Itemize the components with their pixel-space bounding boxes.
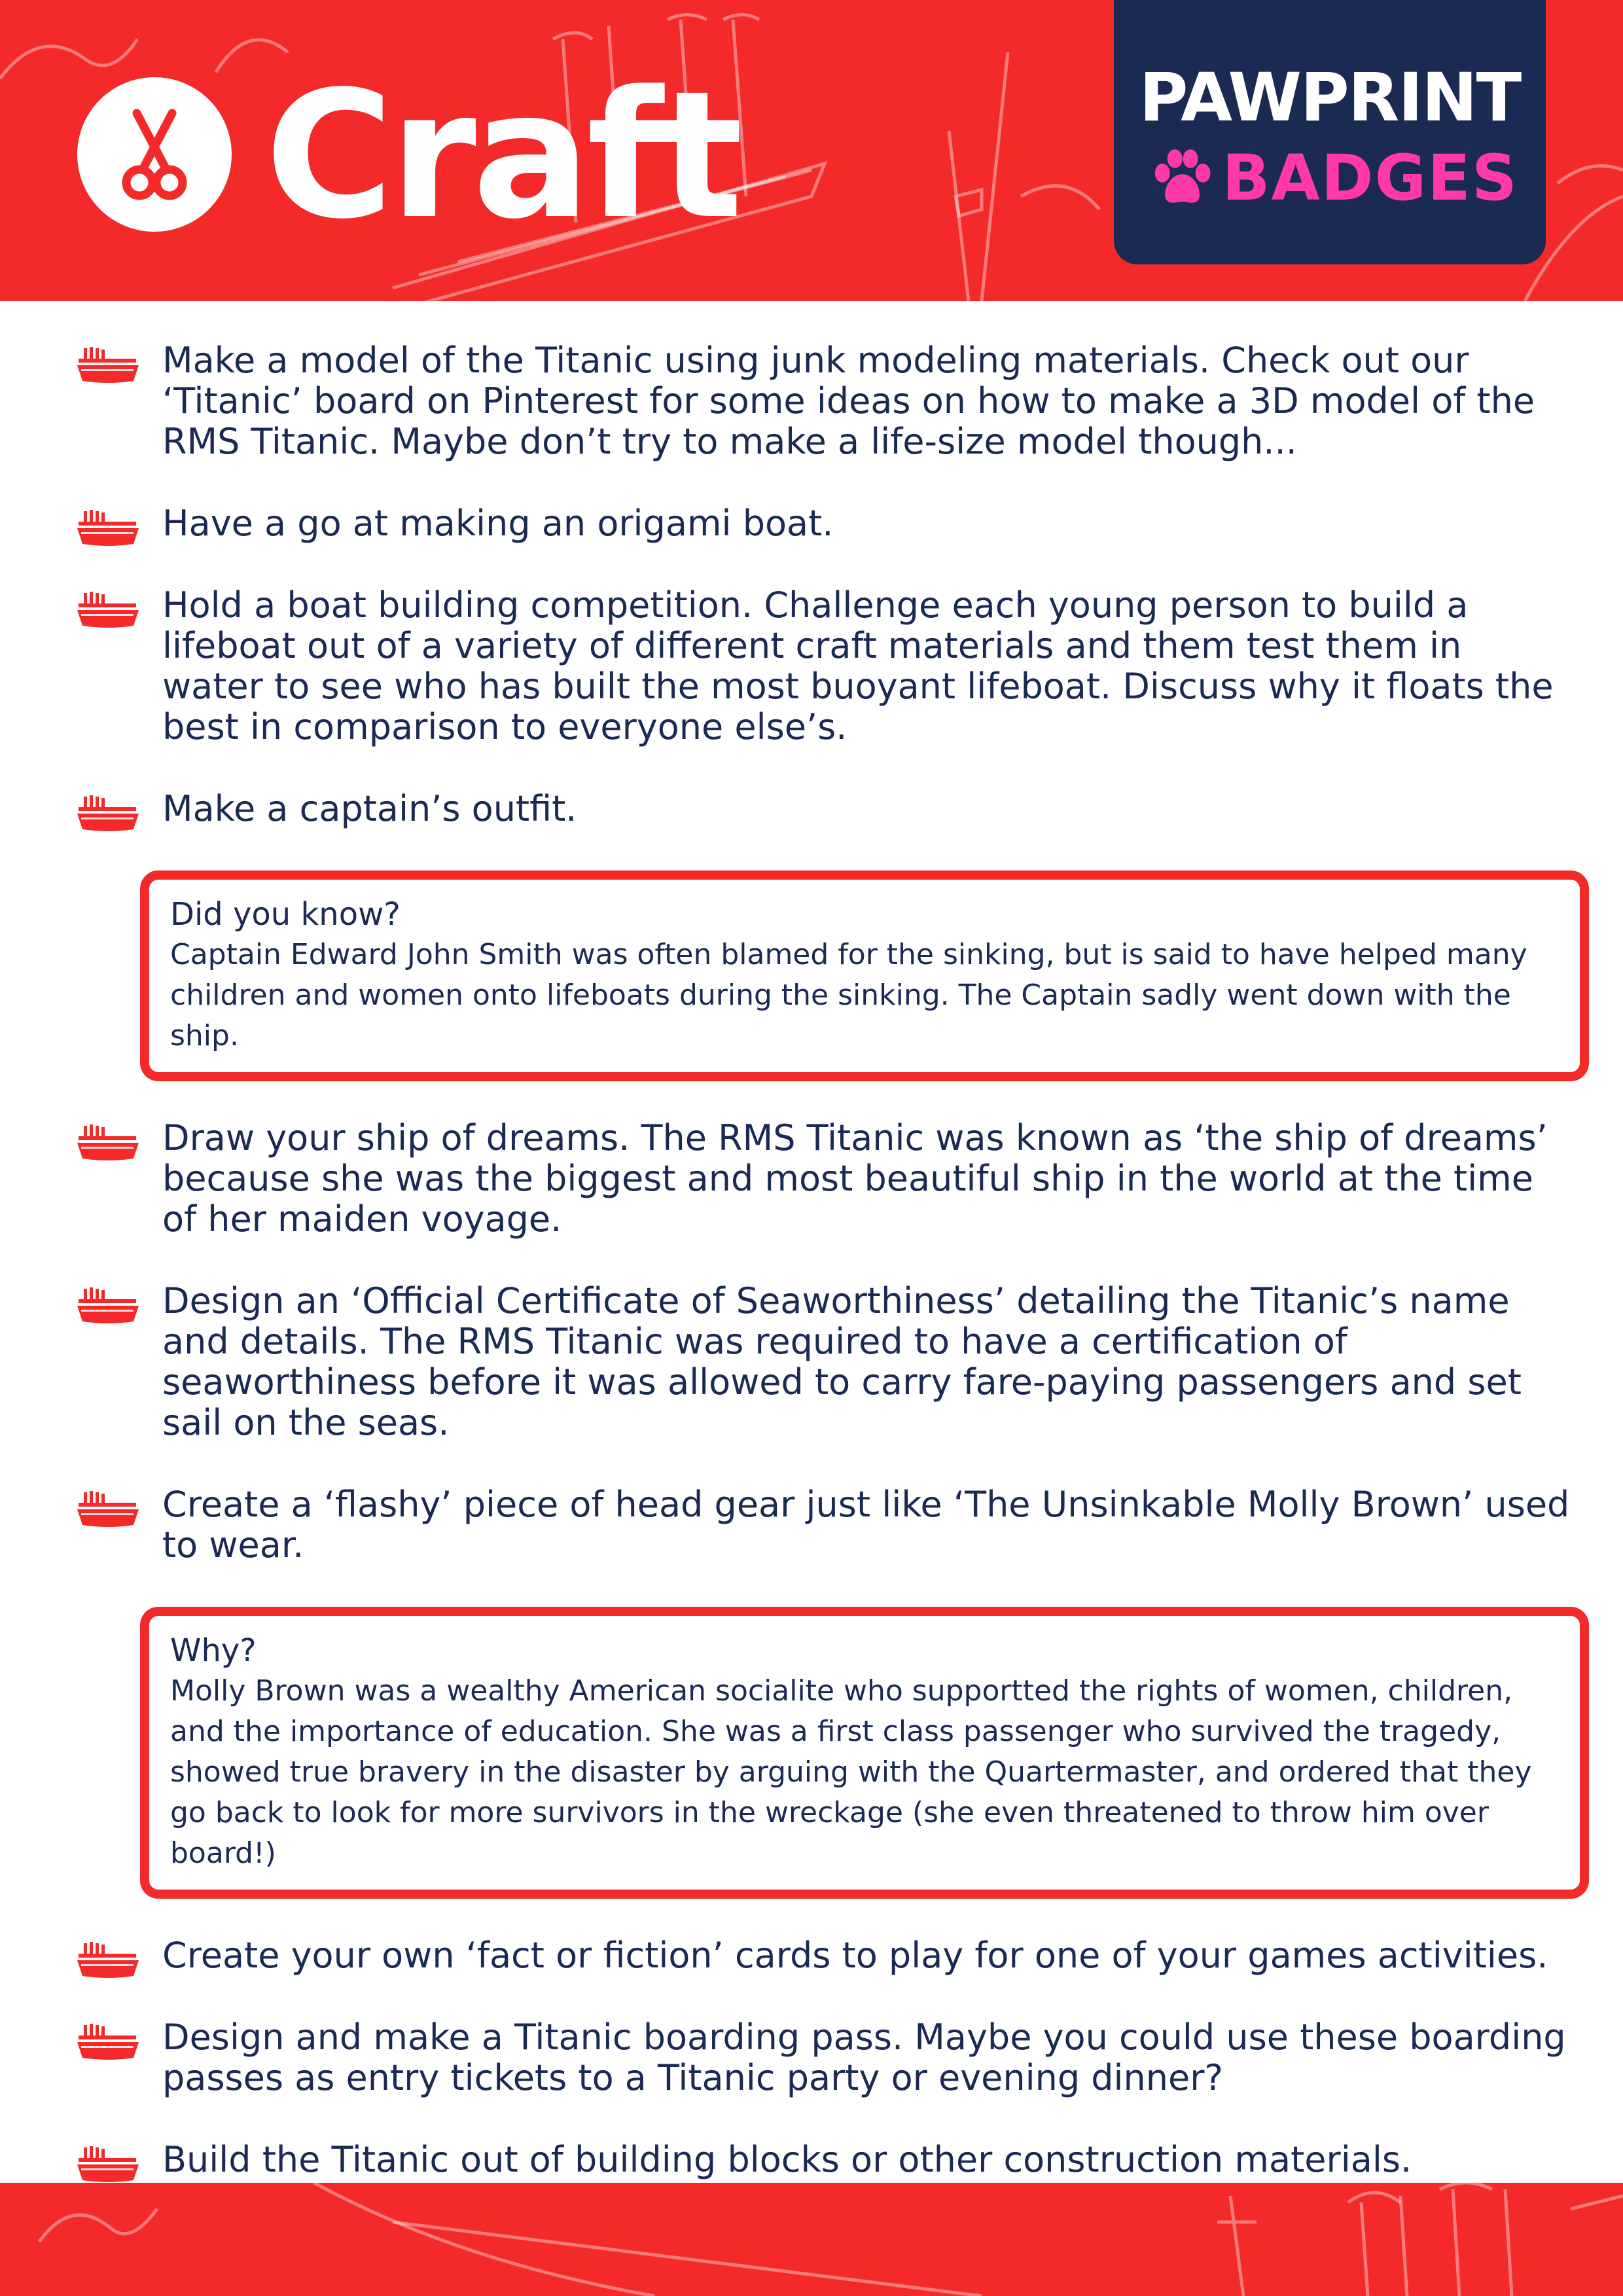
footer-banner — [0, 2183, 1623, 2296]
footer-line-art-decoration — [0, 2183, 1623, 2296]
list-item-text: Hold a boat building competition. Challenge each young person to build a lifeboat out of a variety of different craft materials and them test them in water to see who has built the most buoyant lifeboat. Discuss why it floats the best in comparison to everyone else’s. — [162, 584, 1554, 747]
page-title: Craft — [265, 54, 740, 258]
list-item — [0, 1281, 1623, 1443]
ship-icon — [77, 2145, 139, 2184]
brand-logo — [1114, 0, 1546, 264]
list-item-text: Make a captain’s outfit. — [162, 788, 577, 829]
list-item-text: Create a ‘flashy’ piece of head gear just like ‘The Unsinkable Molly Brown’ used to wear. — [162, 1484, 1570, 1566]
note-body: Molly Brown was a wealthy American socialite who supportted the rights of women, children, and the importance of education. She was a first class passenger who survived the tragedy, showed true bravery in the disaster by arguing with the Quartermaster, and ordered that they go back to look for more survivors in the wreckage (she even threatened to throw him over board!) — [170, 1674, 1532, 1870]
ship-icon — [77, 2022, 139, 2062]
list-item — [0, 1118, 1623, 1240]
list-item-text: Build the Titanic out of building blocks or other construction materials. — [162, 2139, 1412, 2180]
list-item-text: Have a go at making an origami boat. — [162, 503, 834, 544]
did-you-know-box — [140, 870, 1589, 1081]
ship-icon — [77, 1490, 139, 1529]
list-item — [0, 1484, 1623, 1566]
list-item — [0, 1935, 1623, 1976]
note-title: Did you know? — [170, 896, 401, 933]
activity-list — [0, 340, 1623, 2221]
list-item-text: Create your own ‘fact or fiction’ cards to play for one of your games activities. — [162, 1935, 1548, 1976]
brand-name-badges: BADGES — [1222, 141, 1518, 215]
why-box — [140, 1607, 1589, 1899]
brand-name-bottom-row — [1152, 139, 1518, 217]
ship-icon — [77, 509, 139, 548]
scissors-icon — [77, 77, 232, 232]
list-item — [0, 585, 1623, 747]
list-item-text: Draw your ship of dreams. The RMS Titanic was known as ‘the ship of dreams’ because she was the biggest and most beautiful ship in the world at the time of her maiden voyage. — [162, 1117, 1548, 1240]
header-banner — [0, 0, 1623, 301]
list-item — [0, 340, 1623, 462]
list-item — [0, 789, 1623, 829]
note-body: Captain Edward John Smith was often blamed for the sinking, but is said to have helped many children and women onto lifeboats during the sinking. The Captain sadly went down with the ship. — [170, 938, 1527, 1052]
brand-name-top: PAWPRINT — [1139, 59, 1521, 137]
list-item-text: Make a model of the Titanic using junk modeling materials. Check out our ‘Titanic’ board on Pinterest for some ideas on how to make a 3D model of the RMS Titanic. Maybe don’t try to make a life-size model though... — [162, 340, 1535, 462]
ship-icon — [77, 590, 139, 630]
ship-icon — [77, 1286, 139, 1325]
list-item — [0, 503, 1623, 544]
ship-icon — [77, 794, 139, 833]
list-item-text: Design and make a Titanic boarding pass. Maybe you could use these boarding passes as entry tickets to a Titanic party or evening dinner? — [162, 2017, 1566, 2098]
ship-icon — [77, 346, 139, 385]
ship-icon — [77, 1123, 139, 1162]
ship-icon — [77, 1941, 139, 1980]
list-item-text: Design an ‘Official Certificate of Seaworthiness’ detailing the Titanic’s name and details. The RMS Titanic was required to have a certification of seaworthiness before it was allowed to carry fare-paying passengers and set sail on the seas. — [162, 1280, 1522, 1443]
list-item — [0, 2140, 1623, 2180]
note-title: Why? — [170, 1632, 257, 1669]
paw-icon — [1152, 148, 1213, 208]
list-item — [0, 2017, 1623, 2098]
